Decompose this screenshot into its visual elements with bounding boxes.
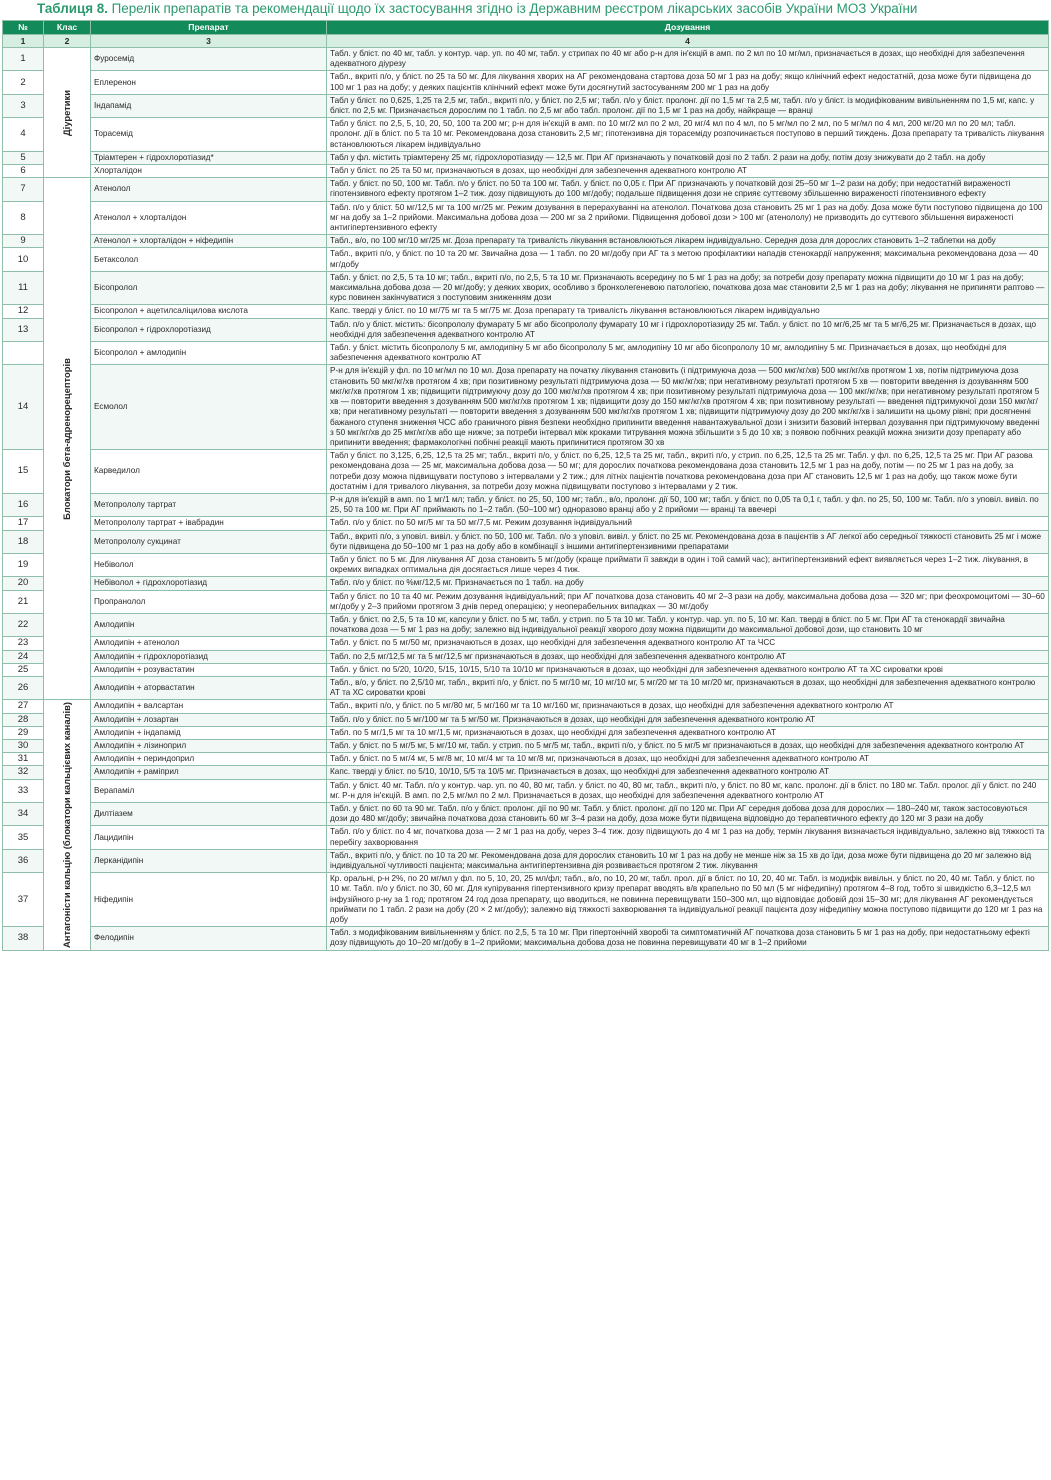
dosage-text: Табл. п/о у бліст. містить: бісопрололу фумарату 5 мг або бісопрололу фумарату 10 мг і гідрохлоротіазиду 25 мг. Табл. у бліст. по 10 мг/6,25 мг та 5 мг/6,25 мг. Призначається в дозах, що необхідні для забезпечення адекватного контролю АТ bbox=[327, 318, 1049, 341]
table-row bbox=[3, 663, 1049, 676]
table-row bbox=[3, 637, 1049, 650]
table-row bbox=[3, 849, 1049, 872]
row-number: 20 bbox=[3, 577, 44, 590]
drug-name: Фелодипін bbox=[91, 927, 327, 950]
dosage-text: Табл. у бліст. по 40 мг, табл. у контур. чар. уп. по 40 мг, табл. у стрипах по 40 мг або р-н для ін'єкцій в амп. по 2 мл по 10 мг/мл, призначається в дозах, що необхідні для забезпечення адекватного діурезу bbox=[327, 48, 1049, 71]
dosage-text: Табл., вкриті п/о, у бліст. по 10 та 20 мг. Рекомендована доза для дорослих становить 10 мг 1 раз на добу не менше ніж за 15 хв до їди, доза може бути підвищена до 20 мг залежно від індивідуальної чутливості пацієнта; максимальна антигіпертензивна дія розвивається протягом 2 тиж. лікування bbox=[327, 849, 1049, 872]
table-row bbox=[3, 94, 1049, 117]
drug-name: Еплеренон bbox=[91, 71, 327, 94]
row-number: 16 bbox=[3, 493, 44, 516]
table-row bbox=[3, 613, 1049, 636]
row-number: 25 bbox=[3, 663, 44, 676]
dosage-text: Табл. п/о у бліст. по 50 мг/5 мг та 50 мг/7,5 мг. Режим дозування індивідуальний bbox=[327, 517, 1049, 530]
row-number: 37 bbox=[3, 873, 44, 927]
class-label: Діуретики bbox=[60, 89, 72, 136]
row-number: 29 bbox=[3, 726, 44, 739]
table-row bbox=[3, 803, 1049, 826]
row-number: 17 bbox=[3, 517, 44, 530]
row-number: 30 bbox=[3, 739, 44, 752]
drug-name: Амлодипін + валсартан bbox=[91, 700, 327, 713]
drug-name: Бісопролол + гідрохлоротіазид bbox=[91, 318, 327, 341]
row-number: 36 bbox=[3, 849, 44, 872]
drug-name: Лерканідипін bbox=[91, 849, 327, 872]
caption-text: Перелік препаратів та рекомендації щодо їх застосування згідно із Державним реєстром лікарських засобів України МОЗ України bbox=[111, 1, 918, 16]
row-number: 19 bbox=[3, 553, 44, 576]
row-number: 33 bbox=[3, 779, 44, 802]
drug-name: Метопрололу тартрат + івабрадин bbox=[91, 517, 327, 530]
dosage-text: Табл у фл. містить тріамтерену 25 мг, гідрохлоротіазиду — 12,5 мг. При АГ призначають у початковій дозі по 2 табл. 2 рази на добу, потім дозу знижувати до 2 табл. на добу bbox=[327, 151, 1049, 164]
dosage-text: Табл. у бліст. по 2,5, 5 та 10 мг, капсули у бліст. по 5 мг, табл. у стрип. по 5 та 10 мг. Табл. у контур. чар. уп. по 5, 10 мг. Кап. тверді в бліст. по 5 мг. При АГ та стенокардії звичайна початкова доза — 5 мг 1 раз на добу; залежно від індивідуальної реакції хворого дозу можна підвищити до максимальної добової дози, що становить 10 мг bbox=[327, 613, 1049, 636]
row-number: 14 bbox=[3, 365, 44, 450]
dosage-text: Табл. у бліст. по 60 та 90 мг. Табл. п/о у бліст. пролонг. дії по 90 мг. Табл. у бліст. пролонг. дії по 120 мг. При АГ середня добова доза для дорослих — 180–240 мг, також застосовуються дози до 480 мг/добу; звичайна початкова доза становить 60 мг 3–4 рази на добу, доза може бути підвищена відповідно до терапевтичного ефекту до 120 мг 3 рази на добу bbox=[327, 803, 1049, 826]
drug-name: Амлодипін + периндоприл bbox=[91, 753, 327, 766]
drug-name: Амлодипін + лізиноприл bbox=[91, 739, 327, 752]
drug-name: Есмолол bbox=[91, 365, 327, 450]
dosage-text: Табл у бліст. по 5 мг. Для лікування АГ доза становить 5 мг/добу (краще приймати її завжди в один і той самий час); антигіпертензивний ефект виявляється через 1–2 тиж. лікування, в окремих випадках оптимальна дія досягається лише через 4 тиж. bbox=[327, 553, 1049, 576]
table-row bbox=[3, 165, 1049, 178]
table-row bbox=[3, 739, 1049, 752]
drug-name: Атенолол + хлорталідон bbox=[91, 201, 327, 235]
table-row bbox=[3, 493, 1049, 516]
column-number: 1 bbox=[3, 35, 44, 48]
dosage-text: Капс. тверді у бліст. по 5/10, 10/10, 5/5 та 10/5 мг. Призначається в дозах, що необхідні для забезпечення адекватного контролю АТ bbox=[327, 766, 1049, 779]
drug-name: Амлодипін bbox=[91, 613, 327, 636]
column-number: 3 bbox=[91, 35, 327, 48]
table-row bbox=[3, 151, 1049, 164]
dosage-text: Табл. п/о у бліст. 50 мг/12,5 мг та 100 мг/25 мг. Режим дозування в перерахуванні на атенолол. Початкова доза становить 25 мг 1 раз на добу. Доза може бути поступово підвищена до 100 мг на добу за 1–2 прийоми. Максимальна добова доза — 200 мг за 2 прийоми. Підвищення добової дози > 100 мг (атенололу) не призводить до суттєвого збільшення вираженості антигіпертензивного ефекту bbox=[327, 201, 1049, 235]
class-label: Блокатори бета-адренорецепторів bbox=[60, 357, 72, 520]
dosage-text: Табл. у бліст. містить бісопрололу 5 мг, амлодипіну 5 мг або бісопрололу 5 мг, амлодипіну 10 мг або бісопрололу 10 мг, амлодипіну 5 мг. Призначається в дозах, що необхідні для забезпечення адекватного контролю АТ bbox=[327, 342, 1049, 365]
row-number: 8 bbox=[3, 201, 44, 235]
dosage-text: Табл. по 2,5 мг/12,5 мг та 5 мг/12,5 мг призначаються в дозах, що необхідні для забезпечення адекватного контролю АТ bbox=[327, 650, 1049, 663]
row-number: 35 bbox=[3, 826, 44, 849]
column-number: 2 bbox=[44, 35, 91, 48]
class-cell bbox=[44, 178, 91, 700]
dosage-text: Табл., в/о, по 100 мг/10 мг/25 мг. Доза препарату та тривалість лікування встановлюються лікарем індивідуально. Середня доза для дорослих становить 1–2 таблетки на добу bbox=[327, 235, 1049, 248]
class-cell bbox=[44, 48, 91, 178]
table-row bbox=[3, 271, 1049, 305]
table-row bbox=[3, 318, 1049, 341]
row-number: 18 bbox=[3, 530, 44, 553]
table-row bbox=[3, 530, 1049, 553]
dosage-text: Табл у бліст. по 10 та 40 мг. Режим дозування індивідуальний; при АГ початкова доза становить 40 мг 2–3 рази на добу, максимальна добова доза — 320 мг; при феохромоцитомі — 30–60 мг/добу у 2–3 прийоми протягом 3 днів перед операцією; у неоперабельних випадках — 30 мг/добу bbox=[327, 590, 1049, 613]
drug-table bbox=[2, 20, 1049, 951]
row-number: 11 bbox=[3, 271, 44, 305]
drug-name: Атенолол + хлорталідон + ніфедипін bbox=[91, 235, 327, 248]
dosage-text: Р-н для ін'єкцій в амп. по 1 мг/1 мл; табл. у бліст. по 25, 50, 100 мг; табл., в/о, пролонг. дії 50, 100 мг; табл. у бліст. по 0,05 та 0,1 г, табл. у фл. по 25, 50, 100 мг. Табл. п/о з уповіл. вивіл. по 25, 50 та 100 мг. При АГ приймають по 1–2 табл. (50–100 мг) одноразово вранці або у 2 прийоми — вранці та ввечері bbox=[327, 493, 1049, 516]
class-cell bbox=[44, 700, 91, 950]
table-row bbox=[3, 590, 1049, 613]
table-row bbox=[3, 48, 1049, 71]
row-number: 27 bbox=[3, 700, 44, 713]
table-row bbox=[3, 248, 1049, 271]
drug-name: Ніфедипін bbox=[91, 873, 327, 927]
header-class: Клас bbox=[44, 21, 91, 35]
drug-name: Амлодипін + раміприл bbox=[91, 766, 327, 779]
row-number: 12 bbox=[3, 305, 44, 318]
row-number: 24 bbox=[3, 650, 44, 663]
row-number: 38 bbox=[3, 927, 44, 950]
header-dose: Дозування bbox=[327, 21, 1049, 35]
dosage-text: Табл у бліст. по 0,625, 1,25 та 2,5 мг, табл., вкриті п/о, у бліст. по 2,5 мг; табл. п/о у бліст. пролонг. дії по 1,5 мг та 2,5 мг, табл. п/о у бліст. із модифікованим вивільненням по 1,5 мг, капс. у бліст. по 2,5 мг. Призначається дорослим по 1 табл. по 2,5 мг або табл. пролонг. дії по 1,5 мг 1 раз на добу, найкраще — вранці bbox=[327, 94, 1049, 117]
drug-name: Тріамтерен + гідрохлоротіазид* bbox=[91, 151, 327, 164]
drug-name: Верапаміл bbox=[91, 779, 327, 802]
drug-name: Амлодипін + лозартан bbox=[91, 713, 327, 726]
row-number: 1 bbox=[3, 48, 44, 71]
drug-name: Амлодипін + гідрохлоротіазид bbox=[91, 650, 327, 663]
dosage-text: Табл. п/о у бліст. по 5 мг/100 мг та 5 мг/50 мг. Призначаються в дозах, що необхідні для забезпечення адекватного контролю АТ bbox=[327, 713, 1049, 726]
drug-name: Бісопролол bbox=[91, 271, 327, 305]
drug-name: Карведилол bbox=[91, 450, 327, 494]
dosage-text: Табл., в/о, у бліст. по 2,5/10 мг, табл., вкриті п/о, у бліст. по 5 мг/10 мг, 10 мг/10 мг, 5 мг/20 мг та 10 мг/20 мг, призначаються в дозах, що необхідні для забезпечення адекватного контролю АТ та ХС сироватки крові bbox=[327, 676, 1049, 699]
dosage-text: Табл. у бліст. по 5 мг/4 мг, 5 мг/8 мг, 10 мг/4 мг та 10 мг/8 мг, призначаються в дозах, що необхідні для забезпечення адекватного контролю АТ bbox=[327, 753, 1049, 766]
dosage-text: Табл. п/о у бліст. по %мг/12,5 мг. Призначається по 1 табл. на добу bbox=[327, 577, 1049, 590]
drug-name: Атенолол bbox=[91, 178, 327, 201]
header-drug: Препарат bbox=[91, 21, 327, 35]
drug-name: Бісопролол + ацетилсаліцилова кислота bbox=[91, 305, 327, 318]
row-number: 28 bbox=[3, 713, 44, 726]
table-row bbox=[3, 450, 1049, 494]
table-row bbox=[3, 305, 1049, 318]
row-number: 26 bbox=[3, 676, 44, 699]
drug-name: Хлорталідон bbox=[91, 165, 327, 178]
dosage-text: Табл. у бліст. 40 мг. Табл. п/о у контур. чар. уп. по 40, 80 мг, табл. у бліст. по 40, 80 мг, табл., вкриті п/о, у бліст. по 80 мг, капс. пролонг. дії в бліст. по 180 мг. Табл. пролог. дії у бліст. по 240 мг. Р-н для ін'єкцій. В амп. по 2,5 мг/мл по 2 мл. Призначається в дозах, що необхідні для забезпечення адекватного контролю АТ bbox=[327, 779, 1049, 802]
dosage-text: Табл у бліст. по 3,125, 6,25, 12,5 та 25 мг; табл., вкриті п/о, у бліст. по 6,25, 12,5 та 25 мг, табл., вкриті п/о, у стрип. по 6,25, 12,5 та 25 мг. Табл. у фл. по 6,25, 12,5 та 25 мг. При АГ разова рекомендована доза — 25 мг, максимальна добова доза — 50 мг; для дорослих початкова рекомендована доза становить 12,5 мг 1 раз на добу, потім — по 25 мг 1 раз на добу, за потреби дозу можна підвищувати поступово з інтервалами у 2 тиж.; для літніх пацієнтів початкова рекомендована доза при АГ становить 12,5 мг 1 раз на добу, що також може бути достатнім і для тривалого лікування, за потреби дозу можна підвищувати поступово з інтервалами у 2 тиж. bbox=[327, 450, 1049, 494]
drug-name: Амлодипін + індапамід bbox=[91, 726, 327, 739]
table-row bbox=[3, 201, 1049, 235]
header-number: № bbox=[3, 21, 44, 35]
dosage-text: Табл., вкриті п/о, у бліст. по 25 та 50 мг. Для лікування хворих на АГ рекомендована стартова доза 50 мг 1 раз на добу; якщо клінічний ефект недостатній, доза може бути підвищена до 100 мг 1 раз на добу; у деяких пацієнтів клінічний ефект може бути досягнутий застосуванням 200 мг 1 раз на добу bbox=[327, 71, 1049, 94]
dosage-text: Р-н для ін'єкцій у фл. по 10 мг/мл по 10 мл. Доза препарату на початку лікування становить (і підтримуюча доза — 500 мкг/кг/хв) 500 мкг/кг/хв протягом 1 хв, потім підтримуюча доза становить 50 мкг/кг/хв протягом 4 хв; при позитивному результаті підтримуюча доза — 50 мкг/кг/хв; при негативному результаті протягом 5 хв — повторити введення із дозуванням 500 мкг/кг/хв протягом 1 хв; підвищити підтримуючу дозу до 100 мкг/кг/хв протягом 4 хв; при позитивному результаті підтримуюча доза — 100 мкг/кг/хв; при негативному результаті протягом 5 хв — повторити введення з дозуванням 500 мкг/кг/хв протягом 1 хв; підвищити дозу до 150 мкг/кг/хв протягом 4 хв; при позитивному результаті — введення підтримуючої дози 150 мкг/кг/хв; при негативному результаті — повторити введення з дозуванням 500 мкг/кг/хв протягом 1 хв; підвищити підтримуючу дозу до 200 мкг/кг/хв і залишити на цьому рівні; при досягненні бажаного ступеня зниження ЧСС або граничного рівня безпеки необхідно припинити введення навантажувальної дози і знизити базовий інтервал дозування при підтримуючому введенні з 50 мкг/кг/хв до 25 мкг/кг/хв або ще нижче; за потреби інтервал між кроками титрування можна збільшити з 5 до 10 хв; з появою побічних реакцій можна знизити дозу препарату або припинити введення; фармакологічні побічні реакції мають припинитися протягом 30 хв bbox=[327, 365, 1049, 450]
row-number: 32 bbox=[3, 766, 44, 779]
drug-name: Амлодипін + атенолол bbox=[91, 637, 327, 650]
dosage-text: Табл у бліст. по 2,5, 5, 10, 20, 50, 100 та 200 мг; р-н для ін'єкцій в амп. по 10 мг/2 мл по 2 мл, 20 мг/4 мл по 4 мл, по 5 мг/мл по 2 мл, по 5 мг/мл по 4 мл, 200 мг/20 мл по 20 мл; табл. пролонг. дії в бліст. по 5 та 10 мг. Рекомендована доза становить 2,5 мг; гіпотензивна дія торасеміду розпочинається поступово в перший тиждень. Доза препарату та тривалість лікування встановлюються лікарем індивідуально bbox=[327, 118, 1049, 152]
dosage-text: Табл. у бліст. по 5 мг/50 мг, призначаються в дозах, що необхідні для забезпечення адекватного контролю АТ та ЧСС bbox=[327, 637, 1049, 650]
table-row bbox=[3, 517, 1049, 530]
drug-name: Фуросемід bbox=[91, 48, 327, 71]
row-number: 7 bbox=[3, 178, 44, 201]
row-number: 4 bbox=[3, 118, 44, 152]
class-label: Антагоністи кальцію (блокатори кальцієвих каналів) bbox=[60, 702, 72, 948]
drug-name: Небіволол bbox=[91, 553, 327, 576]
row-number: 3 bbox=[3, 94, 44, 117]
row-number: 9 bbox=[3, 235, 44, 248]
row-number: 10 bbox=[3, 248, 44, 271]
row-number: 15 bbox=[3, 450, 44, 494]
table-row bbox=[3, 700, 1049, 713]
table-row bbox=[3, 71, 1049, 94]
dosage-text: Табл. п/о у бліст. по 4 мг, початкова доза — 2 мг 1 раз на добу, через 3–4 тиж. дозу підвищують до 4 мг 1 раз на добу, термін лікування визначається індивідуально, залежно від тяжкості та перебігу захворювання bbox=[327, 826, 1049, 849]
dosage-text: Табл. у бліст. по 5 мг/5 мг, 5 мг/10 мг, табл. у стрип. по 5 мг/5 мг, табл., вкриті п/о, у бліст. по 5 мг/5 мг призначаються в дозах, що необхідні для забезпечення адекватного контролю АТ bbox=[327, 739, 1049, 752]
drug-name: Лацидипін bbox=[91, 826, 327, 849]
dosage-text: Кр. оральні, р-н 2%, по 20 мг/мл у фл. по 5, 10, 20, 25 мл/фл; табл., в/о, по 10, 20 мг, табл. прол. дії в бліст. по 10, 20, 40 мг. Табл. із модифік вивільн. у бліст. по 20, 40 мг. Табл. у бліст. по 10 мг. Табл. п/о у бліст. по 30, 60 мг. Для купірування гіпертензивного кризу препарат вводять в/в крапельно по 50 мл (5 мг ніфедипіну) протягом 4–8 год, тобто зі швидкістю 6,3–12,5 мл інфузійного р-ну за 1 год; протягом 24 год доза препарату, що вводиться, не повинна перевищувати 150–300 мл, що відповідає добовій дозі 15–30 мг; для лікування АГ рекомендується приймати по 1 табл. 2 рази на добу (20 × 2 мг/добу); залежно від тяжкості захворювання та індивідуальної реакції пацієнта дозу ніфедипіну можна поступово підвищити до 120 мг 1 раз на добу bbox=[327, 873, 1049, 927]
row-number: 5 bbox=[3, 151, 44, 164]
table-row bbox=[3, 927, 1049, 950]
table-row bbox=[3, 766, 1049, 779]
dosage-text: Табл у бліст. по 25 та 50 мг, призначаються в дозах, що необхідні для забезпечення адекватного контролю АТ bbox=[327, 165, 1049, 178]
dosage-text: Табл. з модифікованим вивільненням у бліст. по 2,5, 5 та 10 мг. При гіпертонічній хворобі та симптоматичній АГ початкова доза становить 5 мг 1 раз на добу, при недостатньому ефекті дозу підвищують до 10–20 мг/добу в 1–2 прийоми; максимальна добова доза не повинна перевищувати 40 мг в 1–2 прийоми bbox=[327, 927, 1049, 950]
column-number: 4 bbox=[327, 35, 1049, 48]
drug-name: Пропранолол bbox=[91, 590, 327, 613]
dosage-text: Табл., вкриті п/о, у бліст. по 5 мг/80 мг, 5 мг/160 мг та 10 мг/160 мг, призначаються в дозах, що необхідні для забезпечення адекватного контролю АТ bbox=[327, 700, 1049, 713]
table-row bbox=[3, 178, 1049, 201]
table-row bbox=[3, 676, 1049, 699]
table-row bbox=[3, 235, 1049, 248]
table-row bbox=[3, 650, 1049, 663]
dosage-text: Табл. по 5 мг/1,5 мг та 10 мг/1,5 мг, призначаються в дозах, що необхідні для забезпечення адекватного контролю АТ bbox=[327, 726, 1049, 739]
dosage-text: Табл., вкриті п/о, з уповіл. вивіл. у бліст. по 50, 100 мг. Табл. п/о з уповіл. вивіл. у бліст. по 25 мг. Рекомендована доза в пацієнтів з АГ легкої або середньої тяжкості становить 25 мг і може бути підвищена до 50–100 мг 1 раз на добу або в комбінації з іншими антигіпертензивними препаратами bbox=[327, 530, 1049, 553]
row-number bbox=[3, 342, 44, 365]
drug-name: Амлодипін + розувастатин bbox=[91, 663, 327, 676]
drug-name: Метопрололу тартрат bbox=[91, 493, 327, 516]
table-row bbox=[3, 873, 1049, 927]
drug-name: Дилтіазем bbox=[91, 803, 327, 826]
dosage-text: Табл. у бліст. по 50, 100 мг. Табл. п/о у бліст. по 50 та 100 мг. Табл. у бліст. по 0,05 г. При АГ призначають у початковій дозі 25–50 мг 1–2 рази на добу; при недостатній вираженості гіпотензивного ефекту протягом 1–2 тиж. дозу підвищують до 100 мг/добу; подальше підвищення дози не сприяє суттєвому збільшенню вираженості гіпотензивного ефекту bbox=[327, 178, 1049, 201]
row-number: 31 bbox=[3, 753, 44, 766]
table-row bbox=[3, 553, 1049, 576]
table-row bbox=[3, 753, 1049, 766]
row-number: 6 bbox=[3, 165, 44, 178]
drug-name: Торасемід bbox=[91, 118, 327, 152]
row-number: 34 bbox=[3, 803, 44, 826]
row-number: 13 bbox=[3, 318, 44, 341]
drug-name: Індапамід bbox=[91, 94, 327, 117]
dosage-text: Табл. у бліст. по 5/20, 10/20, 5/15, 10/15, 5/10 та 10/10 мг призначаються в дозах, що необхідні для забезпечення адекватного контролю АТ та ХС сироватки крові bbox=[327, 663, 1049, 676]
row-number: 2 bbox=[3, 71, 44, 94]
dosage-text: Табл., вкриті п/о, у бліст. по 10 та 20 мг. Звичайна доза — 1 табл. по 20 мг/добу при АГ та з метою профілактики нападів стенокардії напруження; максимальна рекомендована доза — 40 мг/добу bbox=[327, 248, 1049, 271]
row-number: 23 bbox=[3, 637, 44, 650]
drug-name: Амлодипін + аторвастатин bbox=[91, 676, 327, 699]
column-number-row bbox=[3, 35, 1049, 48]
drug-name: Небіволол + гідрохлоротіазид bbox=[91, 577, 327, 590]
drug-name: Метопрололу сукцинат bbox=[91, 530, 327, 553]
table-row bbox=[3, 713, 1049, 726]
dosage-text: Капс. тверді у бліст. по 10 мг/75 мг та 5 мг/75 мг. Доза препарату та тривалість лікування встановлюються лікарем індивідуально bbox=[327, 305, 1049, 318]
caption-label: Таблиця 8. bbox=[37, 1, 108, 16]
row-number: 21 bbox=[3, 590, 44, 613]
table-row bbox=[3, 826, 1049, 849]
table-row bbox=[3, 577, 1049, 590]
drug-name: Бетаксолол bbox=[91, 248, 327, 271]
table-caption bbox=[0, 0, 1051, 20]
table-row bbox=[3, 342, 1049, 365]
header-row bbox=[3, 21, 1049, 35]
table-row bbox=[3, 365, 1049, 450]
row-number: 22 bbox=[3, 613, 44, 636]
dosage-text: Табл. у бліст. по 2,5, 5 та 10 мг; табл., вкриті п/о, по 2,5, 5 та 10 мг. Призначають всередину по 5 мг 1 раз на добу; за потреби дозу препарату можна підвищити до 10 мг 1 раз на добу; максимальна добова доза — 20 мг/добу; у деяких хворих, особливо з бронхолегеневою патологією, початкова доза має становити 2,5 мг 1 раз на добу; лікування не припиняти раптово — курс повинен закінчуватися з поступовим зниженням дози bbox=[327, 271, 1049, 305]
drug-name: Бісопролол + амлодипін bbox=[91, 342, 327, 365]
table-row bbox=[3, 726, 1049, 739]
table-row bbox=[3, 779, 1049, 802]
table-row bbox=[3, 118, 1049, 152]
